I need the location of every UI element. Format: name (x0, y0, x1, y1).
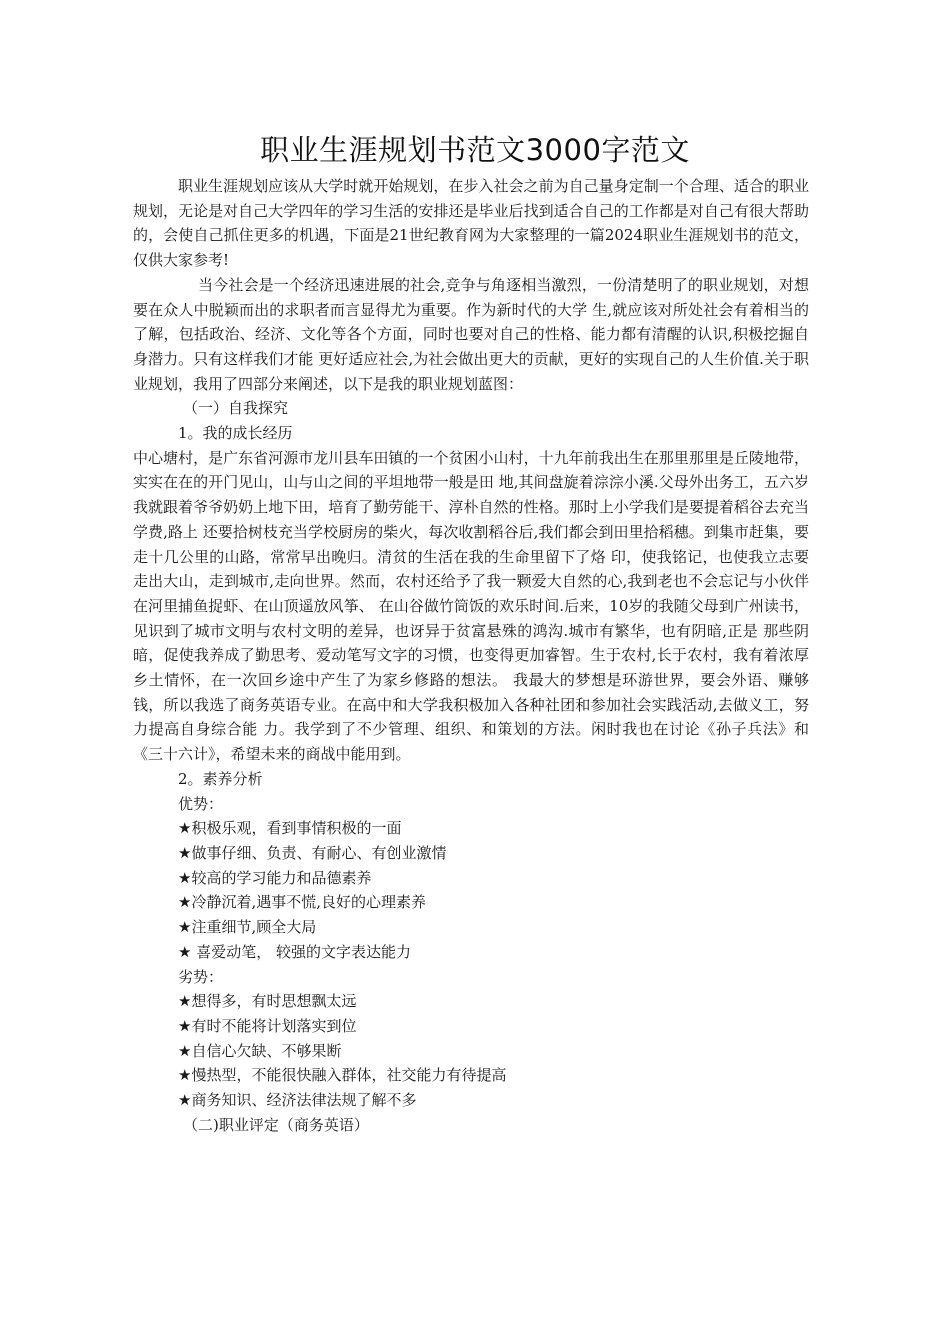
document-title: 职业生涯规划书范文3000字范文 (260, 133, 690, 167)
star-icon: ★ (178, 843, 192, 862)
star-icon: ★ (178, 1041, 192, 1060)
star-icon: ★ (178, 893, 192, 912)
star-icon: ★ (178, 1066, 192, 1085)
context-paragraph: 当今社会是一个经济迅速进展的社会,竞争与角逐相当激烈，一份清楚明了的职业规划，对想要在众人中脱颖而出的求职者而言显得尤为重要。作为新时代的大学 生,就应该对所处社会有着相当的了解，包括政治、经济、文化等各个方面，同时也要对自己的性格、能力都有清醒的认识,积极挖掘自身潜力。只有这样我们才能 更好适应社会,为社会做出更大的贡献，更好的实现自己的人生价值.关于职业规划，我用了四部分来阐述，以下是我的职业规划蓝图： (133, 275, 809, 393)
list-item: ★做事仔细、负责、有耐心、有创业激情 (178, 843, 447, 862)
growth-paragraph: 中心塘村，是广东省河源市龙川县车田镇的一个贫困小山村，十九年前我出生在那里那里是丘陵地带，实实在在的开门见山，山与山之间的平坦地带一般是田 地,其间盘旋着淙淙小溪.父母外出务工，五六岁我就跟着爷爷奶奶上地下田，培育了勤劳能干、淳朴自然的性格。那时上小学我们是要提着稻谷去充当学费,路上 还要拾树枝充当学校厨房的柴火，每次收割稻谷后,我们都会到田里拾稻穗。到集市赶集，要走十几公里的山路，常常早出晚归。清贫的生活在我的生命里留下了烙 印，使我铭记，也使我立志要走出大山，走到城市,走向世界。然而，农村还给予了我一颗爱大自然的心,我到老也不会忘记与小伙伴在河里捕鱼捉虾、在山顶遥放风筝、 在山谷做竹筒饭的欢乐时间.后来，10岁的我随父母到广州读书，见识到了城市文明与农村文明的差异，也讶异于贫富悬殊的鸿沟.城市有繁华，也有阴暗,正是 那些阴暗，促使我养成了勤思考、爱动笔写文字的习惯，也变得更加睿智。生于农村,长于农村，我有着浓厚乡土情怀，在一次回乡途中产生了为家乡修路的想法。 我最大的梦想是环游世界，要会外语、赚够钱，所以我选了商务英语专业。在高中和大学我积极加入各种社团和参加社会实践活动,去做义工，努力提高自身综合能 力。我学到了不少管理、组织、和策划的方法。闲时我也在讨论《孙子兵法》和《三十六计》，希望未来的商战中能用到。 (133, 448, 809, 764)
list-item: ★自信心欠缺、不够果断 (178, 1041, 342, 1060)
star-icon: ★ (178, 1016, 192, 1035)
subheading-growth: 1。我的成长经历 (178, 424, 293, 443)
document-body (133, 174, 809, 1137)
list-item: ★冷静沉着,遇事不慌,良好的心理素养 (178, 893, 426, 912)
list-item: ★较高的学习能力和品德素养 (178, 868, 372, 887)
list-item: ★积极乐观，看到事情积极的一面 (178, 819, 402, 838)
strengths-label: 优势： (178, 794, 224, 813)
intro-paragraph: 职业生涯规划应该从大学时就开始规划，在步入社会之前为自己量身定制一个合理、适合的职业规划，无论是对自己大学四年的学习生活的安排还是毕业后找到适合自己的工作都是对自己有很大帮助的，会使自己抓住更多的机遇，下面是21世纪教育网为大家整理的一篇2024职业生涯规划书的范文，仅供大家参考! (133, 177, 809, 270)
list-item: ★慢热型，不能很快融入群体，社交能力有待提高 (178, 1066, 507, 1085)
subheading-quality-analysis: 2。素养分析 (178, 769, 263, 788)
weaknesses-label: 劣势： (178, 967, 224, 986)
list-item: ★ 喜爱动笔， 较强的文字表达能力 (178, 942, 411, 961)
list-item: ★想得多，有时思想飘太远 (178, 992, 357, 1011)
star-icon: ★ (178, 942, 192, 961)
star-icon: ★ (178, 819, 192, 838)
list-item: ★商务知识、经济法律法规了解不多 (178, 1091, 417, 1110)
star-icon: ★ (178, 992, 192, 1011)
star-icon: ★ (178, 1091, 192, 1110)
section-heading-career-assessment: （二)职业评定（商务英语） (183, 1115, 369, 1134)
strengths-list (133, 816, 809, 964)
weaknesses-list (133, 989, 809, 1113)
list-item: ★有时不能将计划落实到位 (178, 1016, 357, 1035)
star-icon: ★ (178, 918, 192, 937)
list-item: ★注重细节,顾全大局 (178, 918, 317, 937)
section-heading-self-exploration: （一）自我探究 (183, 399, 289, 418)
star-icon: ★ (178, 868, 192, 887)
